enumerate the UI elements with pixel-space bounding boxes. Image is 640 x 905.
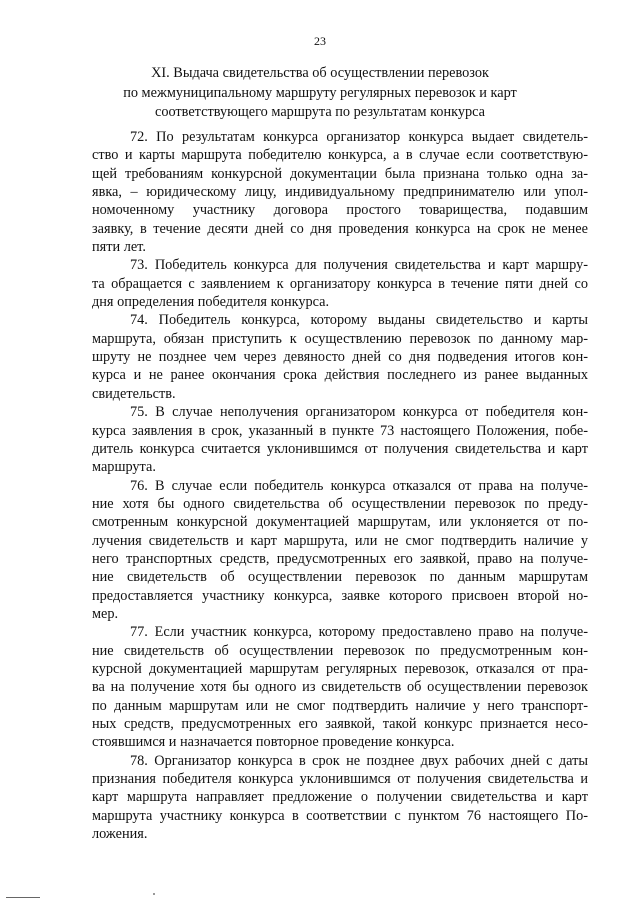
heading-line: по межмуниципальному маршруту регулярных перевозок и карт	[123, 84, 517, 101]
section-heading	[90, 64, 550, 123]
paragraph-line: стоявшимся и назначается повторное проведение конкурса.	[92, 734, 455, 751]
paragraph-line: по данным маршрутам или не смог подтвердить наличие у него транспорт-	[92, 697, 588, 714]
paragraph-line: ние свидетельств об осуществлении перевозок по предусмотренным кон-	[92, 642, 588, 659]
paragraph-line: признания победителя конкурса уклонившимся от получения свидетельства и	[92, 771, 588, 788]
paragraph-line: 73. Победитель конкурса для получения свидетельства и карт маршру-	[130, 257, 588, 274]
paragraph-75	[92, 403, 588, 476]
scan-speck	[153, 893, 155, 895]
paragraph-line: пяти лет.	[92, 239, 146, 256]
paragraph-line: маршрута участнику конкурса в соответствии с пунктом 76 настоящего По-	[92, 807, 588, 824]
heading-line: XI. Выдача свидетельства об осуществлении перевозок	[151, 65, 489, 81]
paragraph-74	[92, 311, 588, 403]
paragraph-line: та обращается с заявлением к организатору конкурса в течение пяти дней со	[92, 275, 588, 292]
paragraph-line: 78. Организатор конкурса в срок не позднее двух рабочих дней с даты	[130, 752, 588, 769]
paragraph-line: явка, – юридическому лицу, индивидуальному предпринимателю или упол-	[92, 184, 588, 201]
paragraph-72	[92, 128, 588, 256]
paragraph-line: дня определения победителя конкурса.	[92, 294, 330, 311]
paragraph-line: ство и карты маршрута победителю конкурса, а в случае если соответствую-	[92, 147, 588, 164]
paragraph-line: ние хотя бы одного свидетельства об осуществлении перевозок по преду-	[92, 495, 588, 512]
page-number: 23	[314, 34, 326, 48]
footer-rule	[6, 897, 40, 898]
paragraph-77	[92, 623, 588, 751]
paragraph-73	[92, 256, 588, 311]
paragraph-line: заявку, в течение десяти дней со дня проведения конкурса на срок не менее	[92, 220, 588, 237]
paragraph-line: курса и не ранее окончания срока действия последнего из ранее выданных	[92, 367, 588, 384]
paragraph-line: ных средств, предусмотренных его заявкой, такой конкурс признается несо-	[92, 716, 588, 732]
paragraph-line: 77. Если участник конкурса, которому предоставлено право на получе-	[130, 624, 588, 641]
paragraph-line: 75. В случае неполучения организатором конкурса от победителя кон-	[130, 404, 588, 421]
paragraph-line: него транспортных средств, предусмотренных его заявкой, право на получе-	[92, 550, 588, 567]
paragraph-line: маршрута, обязан приступить к осуществлению перевозок по данному мар-	[92, 330, 588, 347]
paragraph-78	[92, 752, 588, 844]
paragraph-line: шруту не позднее чем через девяносто дней со дня подведения итогов кон-	[92, 349, 588, 366]
paragraph-line: курса заявления в срок, указанный в пункте 73 настоящего Положения, побе-	[92, 422, 588, 439]
paragraph-line: дитель конкурса считается уклонившимся от получения свидетельства и карт	[92, 440, 588, 457]
paragraph-line: предоставляется участнику конкурса, заявке которого присвоен второй но-	[92, 587, 588, 604]
paragraph-line: лучения свидетельств и карт маршрута, или не смог подтвердить наличие у	[92, 532, 588, 549]
paragraph-line: щей требованиям конкурсной документации была признана только одна за-	[92, 165, 588, 182]
paragraph-line: 72. По результатам конкурса организатор конкурса выдает свидетель-	[130, 129, 588, 145]
paragraph-line: ние свидетельств об осуществлении перевозок по данным маршрутам	[92, 569, 588, 586]
paragraph-line: номоченному участнику договора простого товарищества, подавшим	[92, 202, 588, 219]
paragraph-line: курсной документацией маршрутам регулярных перевозок, отказался от пра-	[92, 660, 588, 677]
heading-line: соответствующего маршрута по результатам конкурса	[154, 104, 486, 120]
paragraph-line: 76. В случае если победитель конкурса отказался от права на получе-	[130, 477, 588, 494]
paragraph-line: ва на получение хотя бы одного из свидетельств об осуществлении перевозок	[92, 679, 588, 696]
paragraph-line: мер.	[92, 605, 119, 622]
document-body	[92, 128, 588, 843]
paragraph-line: карт маршрута направляет предложение о получении свидетельства и карт	[92, 789, 588, 806]
paragraph-line: ложения.	[92, 826, 148, 843]
paragraph-line: свидетельств.	[92, 385, 176, 402]
paragraph-line: 74. Победитель конкурса, которому выданы свидетельство и карты	[130, 312, 588, 329]
paragraph-line: маршрута.	[92, 459, 156, 476]
paragraph-76	[92, 477, 588, 624]
paragraph-line: смотренным конкурсной документацией маршрутам, или уклоняется от по-	[92, 514, 588, 531]
